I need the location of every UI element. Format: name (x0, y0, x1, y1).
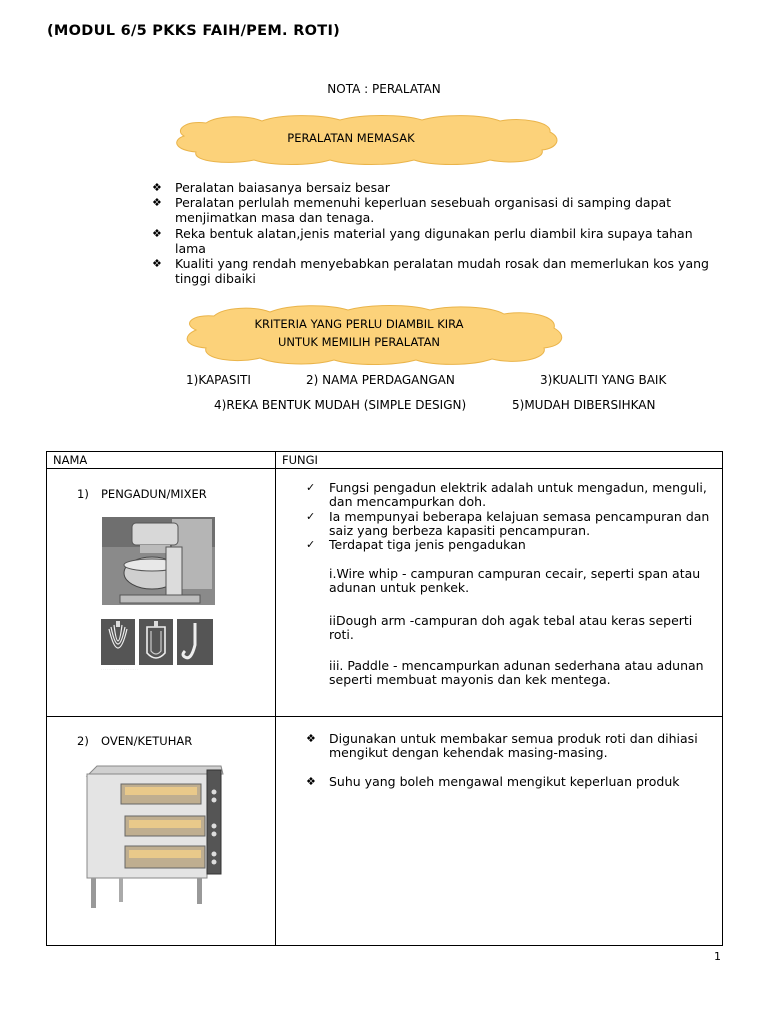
list-item: ✓ Terdapat tiga jenis pengadukan (306, 537, 526, 553)
mixer-image (102, 517, 215, 605)
page-number: 1 (714, 950, 721, 963)
function-cell-mixer (276, 469, 723, 717)
item-name: OVEN/KETUHAR (101, 734, 193, 748)
diamond-bullet-icon: ❖ (306, 774, 316, 788)
diamond-bullet-icon: ❖ (306, 732, 316, 745)
name-cell-oven (47, 717, 276, 946)
mixer-type-wire-whip: i.Wire whip - campuran campuran cecair, seperti span atau adunan untuk penkek. (329, 566, 701, 596)
check-bullet-icon: ✓ (306, 509, 316, 523)
cloud-label-kriteria-line1: KRITERIA YANG PERLU DIAMBIL KIRA (254, 317, 464, 331)
cloud-label-kriteria-line2: UNTUK MEMILIH PERALATAN (277, 335, 441, 349)
list-item: ❖ Peralatan perlulah memenuhi keperluan sesebuah organisasi di samping dapat menjimatkan masa dan tenaga. (152, 195, 672, 226)
list-item: ✓ Ia mempunyai beberapa kelajuan semasa pencampuran dan saiz yang berbeza kapasiti pencampuran. (306, 508, 710, 538)
name-cell-mixer (47, 469, 276, 717)
table-row (47, 717, 723, 946)
tools-table (46, 451, 723, 946)
column-header-fungi: FUNGI (276, 452, 723, 469)
list-item: ❖ Digunakan untuk membakar semua produk roti dan dihiasi mengikut dengan kehendak masing-masing. (306, 731, 698, 761)
item-number: 1) (77, 487, 89, 501)
column-header-nama: NAMA (47, 452, 276, 469)
svg-text:· · · · · · · · · · · · · · ·: · · · · · · · · · · · · · · · · · · · · (101, 667, 139, 671)
criteria-item-3: 3)KUALITI YANG BAIK (540, 373, 667, 387)
item-number: 2) (77, 734, 89, 748)
list-item: ❖ Suhu yang boleh mengawal mengikut keperluan produk (306, 773, 680, 789)
list-item: ❖ Reka bentuk alatan,jenis material yang digunakan perlu diambil kira supaya tahan lama (152, 225, 693, 256)
criteria-item-5: 5)MUDAH DIBERSIHKAN (512, 398, 656, 412)
list-item: ✓ Fungsi pengadun elektrik adalah untuk mengadun, menguli, dan mencampurkan doh. (306, 480, 707, 510)
table-row (47, 469, 723, 717)
check-bullet-icon: ✓ (306, 481, 316, 494)
criteria-item-4: 4)REKA BENTUK MUDAH (SIMPLE DESIGN) (214, 398, 467, 412)
function-list-mixer (306, 481, 714, 552)
mixer-type-paddle: iii. Paddle - mencampurkan adunan sederhana atau adunan seperti membuat mayonis dan kek mentega. (329, 658, 704, 688)
mixer-type-dough-arm: iiDough arm -campuran doh agak tebal atau keras seperti roti. (329, 613, 693, 643)
function-list-oven (306, 732, 714, 789)
criteria-item-2: 2) NAMA PERDAGANGAN (306, 373, 455, 387)
mixer-attachments-image (99, 617, 215, 671)
diamond-bullet-icon: ❖ (152, 181, 162, 194)
nota-title: NOTA : PERALATAN (327, 82, 441, 96)
points-list (152, 180, 724, 286)
list-item: ❖ Kualiti yang rendah menyebabkan peralatan mudah rosak dan memerlukan kos yang tinggi dibaiki (152, 256, 709, 287)
function-cell-oven (276, 717, 723, 946)
oven-image (81, 762, 227, 912)
item-name: PENGADUN/MIXER (101, 487, 207, 501)
diamond-bullet-icon: ❖ (152, 196, 162, 210)
diamond-bullet-icon: ❖ (152, 226, 162, 240)
table-header-row (47, 452, 723, 469)
cloud-label-peralatan-memasak: PERALATAN MEMASAK (287, 131, 415, 145)
check-bullet-icon: ✓ (306, 538, 316, 552)
diamond-bullet-icon: ❖ (152, 257, 162, 271)
list-item: ❖ Peralatan baiasanya bersaiz besar (152, 180, 390, 195)
criteria-item-1: 1)KAPASITI (186, 373, 251, 387)
document-header: (MODUL 6/5 PKKS FAIH/PEM. ROTI) (47, 23, 341, 39)
